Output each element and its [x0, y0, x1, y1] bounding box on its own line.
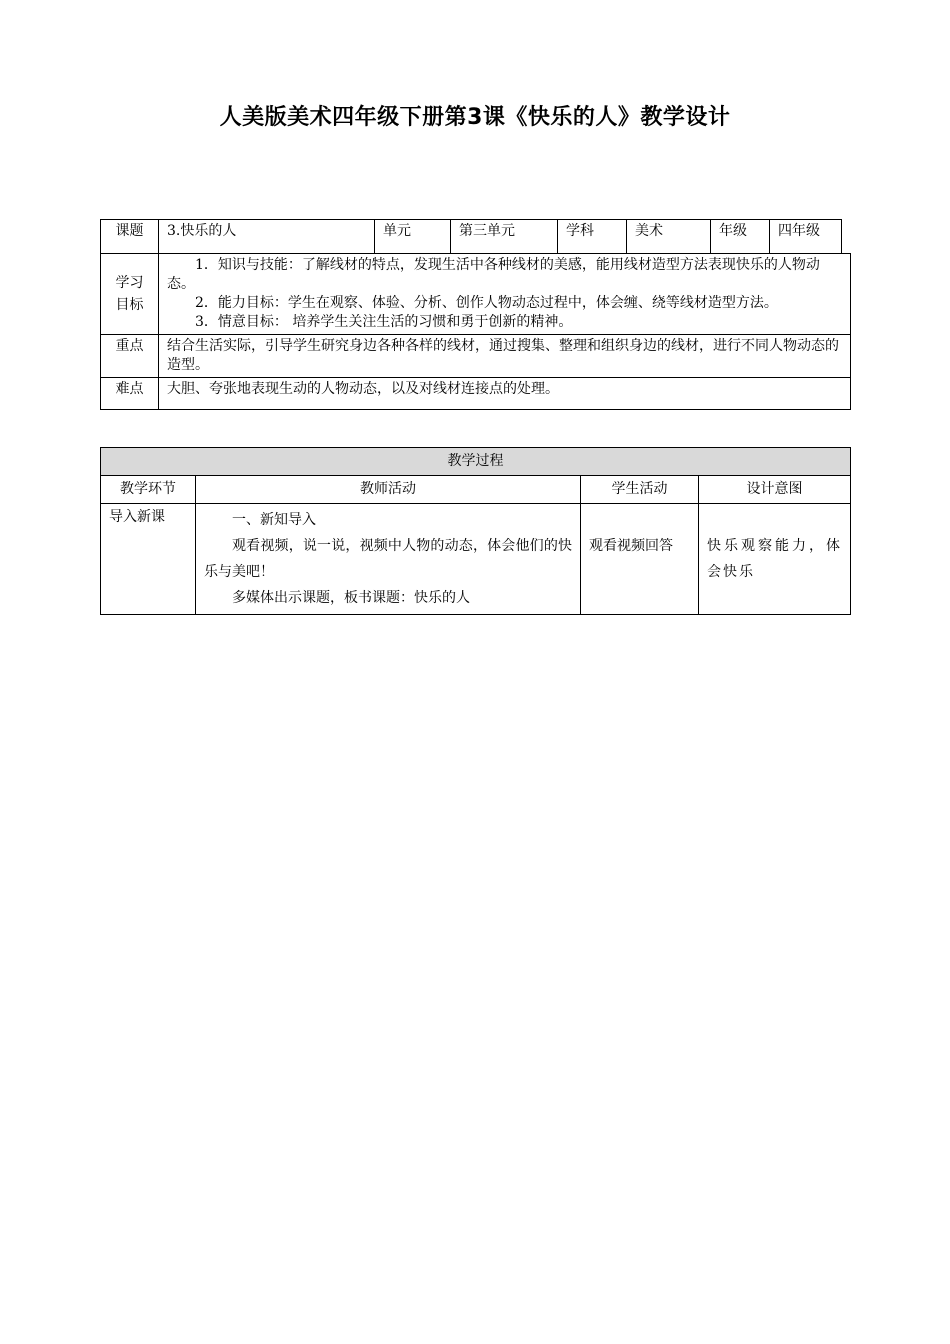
topic-label: 课题	[101, 220, 159, 254]
objectives-label: 学习目标	[101, 254, 159, 335]
process-header: 教学过程	[101, 448, 851, 476]
unit-label: 单元	[375, 220, 451, 254]
column-header-teacher: 教师活动	[196, 476, 581, 504]
difficulty-label: 难点	[101, 378, 159, 410]
key-point-text: 结合生活实际，引导学生研究身边各种各样的线材，通过搜集、整理和组织身边的线材，进行不同人物动态的造型。	[159, 335, 851, 378]
teacher-activity-line: 观看视频，说一说，视频中人物的动态，体会他们的快乐与美吧！	[204, 538, 572, 580]
teaching-process-table	[100, 447, 851, 615]
subject-label: 学科	[558, 220, 627, 254]
unit-value: 第三单元	[451, 220, 558, 254]
teacher-activity-line: 一、新知导入	[232, 512, 316, 528]
spacer-cell	[842, 220, 851, 254]
subject-value: 美术	[627, 220, 711, 254]
difficulty-text: 大胆、夸张地表现生动的人物动态，以及对线材连接点的处理。	[159, 378, 851, 410]
topic-value: 3.快乐的人	[159, 220, 375, 254]
design-intent-cell: 快乐观察能力，体会快乐	[699, 504, 851, 615]
objectives-content	[159, 254, 851, 335]
column-header-row	[101, 476, 851, 504]
column-header-student: 学生活动	[581, 476, 699, 504]
teacher-activity-line: 多媒体出示课题，板书课题：快乐的人	[232, 590, 470, 606]
column-header-stage: 教学环节	[101, 476, 196, 504]
student-activity-cell: 观看视频回答	[581, 504, 699, 615]
lesson-info-table	[100, 219, 851, 410]
objectives-row	[101, 254, 851, 335]
grade-value: 四年级	[770, 220, 842, 254]
document-title: 人美版美术四年级下册第3课《快乐的人》教学设计	[219, 105, 731, 130]
stage-cell: 导入新课	[101, 504, 196, 615]
difficulty-row	[101, 378, 851, 410]
key-point-label: 重点	[101, 335, 159, 378]
teacher-activity-cell	[196, 504, 581, 615]
process-row	[101, 504, 851, 615]
process-header-row	[101, 448, 851, 476]
objective-item: 2．能力目标：学生在观察、体验、分析、创作人物动态过程中，体会缠、绕等线材造型方法。	[195, 295, 778, 311]
column-header-intent: 设计意图	[699, 476, 851, 504]
objective-item: 3．情意目标： 培养学生关注生活的习惯和勇于创新的精神。	[195, 314, 573, 330]
objective-item: 1．知识与技能：了解线材的特点，发现生活中各种线材的美感，能用线材造型方法表现快乐的人物动态。	[167, 257, 820, 292]
key-point-row	[101, 335, 851, 378]
grade-label: 年级	[711, 220, 770, 254]
topic-row	[101, 220, 851, 254]
